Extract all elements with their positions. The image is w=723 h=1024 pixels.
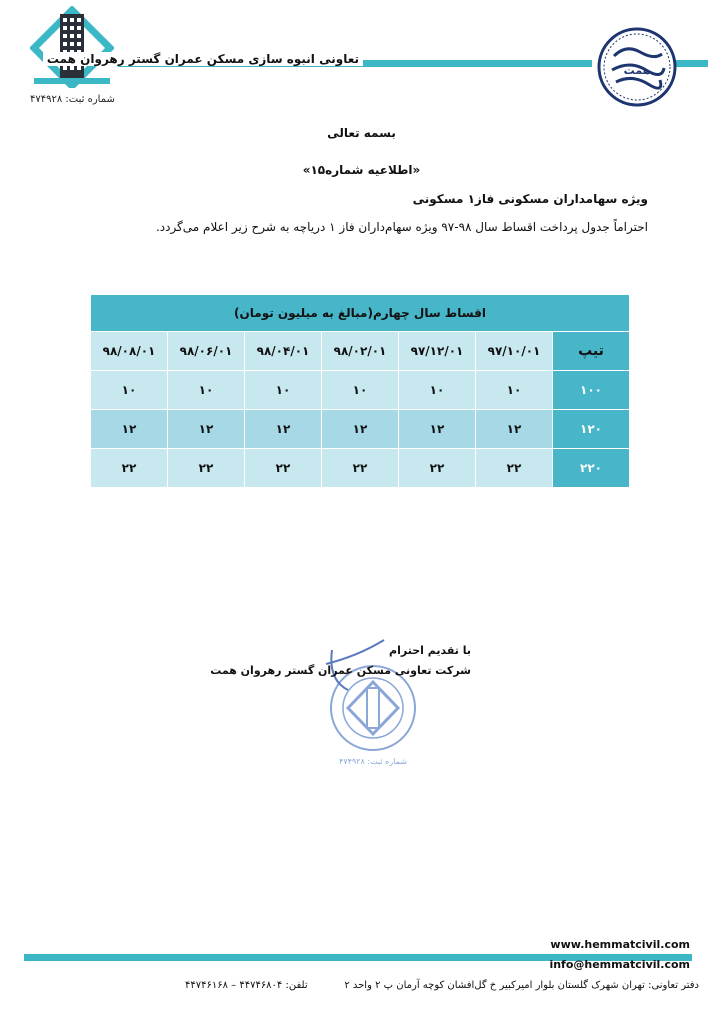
notice-intro: احتراماً جدول پرداخت اقساط سال ۹۸-۹۷ ویژه سهام‌داران فاز ۱ دریاچه به شرح زیر اعلام می‌گردد. xyxy=(155,220,648,234)
office-address: دفتر تعاونی: تهران شهرک گلستان بلوار امیرکبیر خ گل‌افشان کوچه آرمان پ ۲ واحد ۲ xyxy=(344,980,699,991)
amount-cell: ۲۲ xyxy=(245,449,322,488)
date-header: ۹۸/۰۶/۰۱ xyxy=(168,332,245,371)
date-header: ۹۸/۰۸/۰۱ xyxy=(91,332,168,371)
phone-numbers: تلفن: ۴۴۷۴۶۸۰۴ – ۴۴۷۴۶۱۶۸ xyxy=(185,980,308,991)
closing-regards: با تقدیم احترام xyxy=(389,644,471,657)
amount-cell: ۱۰ xyxy=(322,371,399,410)
date-header: ۹۸/۰۴/۰۱ xyxy=(245,332,322,371)
website-link[interactable]: www.hemmatcivil.com xyxy=(550,938,690,951)
bismillah: بسمه تعالی xyxy=(327,126,396,140)
organization-name: تعاونی انبوه سازی مسکن عمران گستر رهروان همت xyxy=(43,52,363,66)
amount-cell: ۱۰ xyxy=(91,371,168,410)
signing-company: شرکت تعاونی مسکن عمران گستر رهروان همت xyxy=(210,664,471,677)
amount-cell: ۱۰ xyxy=(399,371,476,410)
amount-cell: ۲۲ xyxy=(476,449,553,488)
amount-cell: ۱۲ xyxy=(322,410,399,449)
installments-table xyxy=(90,294,630,488)
type-column-header: تیپ xyxy=(553,332,630,371)
amount-cell: ۲۲ xyxy=(399,449,476,488)
table-row xyxy=(91,371,630,410)
date-header: ۹۸/۰۲/۰۱ xyxy=(322,332,399,371)
amount-cell: ۱۲ xyxy=(399,410,476,449)
table-row xyxy=(91,410,630,449)
amount-cell: ۱۲ xyxy=(245,410,322,449)
date-header: ۹۷/۱۰/۰۱ xyxy=(476,332,553,371)
table-row xyxy=(91,449,630,488)
type-cell: ۱۰۰ xyxy=(553,371,630,410)
amount-cell: ۱۰ xyxy=(476,371,553,410)
type-cell: ۱۲۰ xyxy=(553,410,630,449)
amount-cell: ۱۲ xyxy=(476,410,553,449)
company-logo xyxy=(30,6,114,88)
date-header: ۹۷/۱۲/۰۱ xyxy=(399,332,476,371)
calligraphy-seal xyxy=(596,26,678,108)
amount-cell: ۲۲ xyxy=(322,449,399,488)
table-caption: اقساط سال چهارم(مبالغ به میلیون تومان) xyxy=(91,295,630,332)
svg-text:همت: همت xyxy=(623,64,651,77)
registration-number: شماره ثبت: ۴۷۴۹۲۸ xyxy=(30,94,115,105)
amount-cell: ۱۲ xyxy=(168,410,245,449)
amount-cell: ۲۲ xyxy=(91,449,168,488)
notice-title: «اطلاعیه شماره۱۵» xyxy=(302,163,421,177)
amount-cell: ۱۰ xyxy=(168,371,245,410)
amount-cell: ۱۲ xyxy=(91,410,168,449)
amount-cell: ۱۰ xyxy=(245,371,322,410)
type-cell: ۲۲۰ xyxy=(553,449,630,488)
amount-cell: ۲۲ xyxy=(168,449,245,488)
email-link[interactable]: info@hemmatcivil.com xyxy=(549,958,690,971)
svg-text:شماره ثبت: ۴۷۴۹۲۸: شماره ثبت: ۴۷۴۹۲۸ xyxy=(339,757,407,766)
notice-subject: ویژه سهامداران مسکونی فاز۱ مسکونی xyxy=(412,192,648,206)
